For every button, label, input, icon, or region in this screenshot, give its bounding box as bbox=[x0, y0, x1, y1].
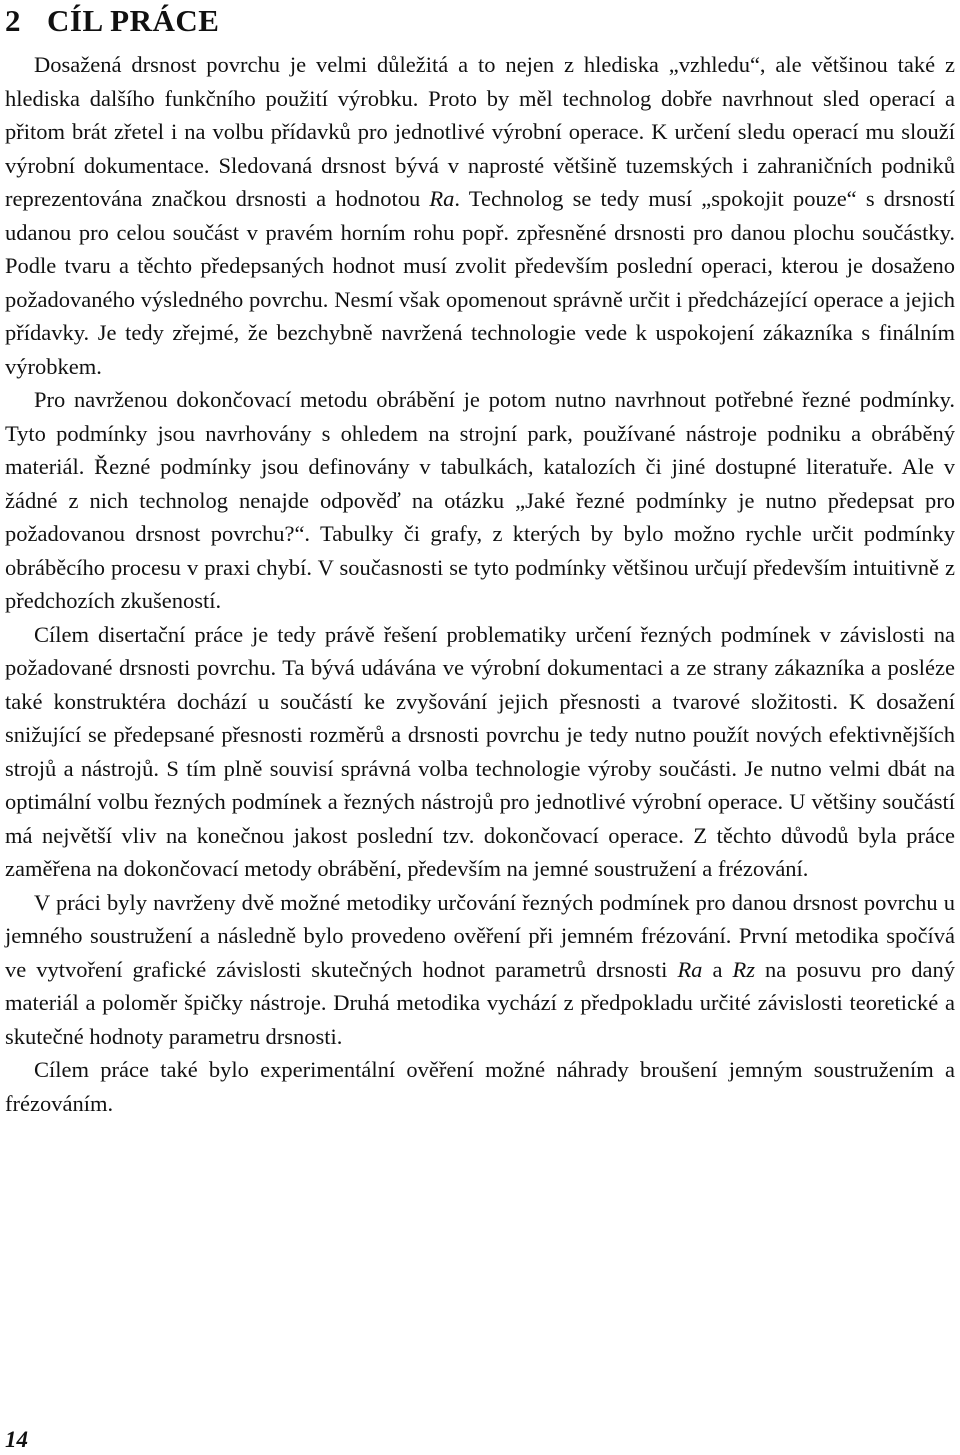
chapter-title: CÍL PRÁCE bbox=[47, 3, 220, 38]
paragraph bbox=[5, 886, 955, 1054]
text-run: a bbox=[702, 956, 733, 982]
text-run: na posuvu pro daný materiál a poloměr špičky nástroje. Druhá metodika vychází z předpokladu určité závislosti teoretické a skutečné hodnoty parametru drsnosti. bbox=[5, 956, 955, 1049]
chapter-number: 2 bbox=[5, 3, 21, 38]
text-run: Dosažená drsnost povrchu je velmi důležitá a to nejen z hlediska „vzhledu“, ale většinou také z hlediska dalšího funkčního použití výrobku. Proto by měl technolog dobře navrhnout sled operací a přitom brát zřetel i na volbu přídavků pro jednotlivé výrobní operace. K určení sledu operací mu slouží výrobní dokumentace. Sledovaná drsnost bývá v naprosté většině tuzemských i zahraničních podniků reprezentována značkou drsnosti a hodnotou bbox=[5, 52, 955, 211]
text-run: Pro navrženou dokončovací metodu obrábění je potom nutno navrhnout potřebné řezné podmínky. Tyto podmínky jsou navrhovány s ohledem na strojní park, používané nástroje podniku a obráběný materiál. Řezné podmínky jsou definovány v tabulkách, katalozích či jiné dostupné literatuře. Ale v žádné z nich technolog nenajde odpověď na otázku „Jaké řezné podmínky je nutno předepsat pro požadovanou drsnost povrchu?“. Tabulky či grafy, z kterých by bylo možno rychle určit podmínky obráběcího procesu v praxi chybí. V současnosti se tyto podmínky většinou určují především intuitivně z předchozích zkušeností. bbox=[5, 387, 955, 613]
italic-symbol: Ra bbox=[429, 186, 455, 211]
italic-symbol: Rz bbox=[732, 956, 755, 982]
chapter-heading bbox=[5, 0, 955, 38]
text-run: . Technolog se tedy musí „spokojit pouze“ s drsností udanou pro celou součást v pravém horním rohu popř. zpřesněné drsnosti pro danou plochu součástky. Podle tvaru a těchto předepsaných hodnot musí zvolit především poslední operaci, kterou je dosaženo požadovaného výsledného povrchu. Nesmí však opomenout správně určit i předcházející operace a jejich přídavky. Je tedy zřejmé, že bezchybně navržená technologie vede k uspokojení zákazníka s finálním výrobkem. bbox=[5, 186, 955, 379]
paragraph bbox=[5, 1053, 955, 1120]
page-number: 14 bbox=[5, 1427, 28, 1452]
document-page bbox=[5, 0, 955, 1120]
paragraph bbox=[5, 383, 955, 618]
paragraph bbox=[5, 48, 955, 383]
text-run: V práci byly navrženy dvě možné metodiky určování řezných podmínek pro danou drsnost povrchu u jemného soustružení a následně bylo provedeno ověření při jemném frézování. První metodika spočívá ve vytvoření grafické závislosti skutečných hodnot parametrů drsnosti bbox=[5, 889, 955, 982]
text-run: Cílem disertační práce je tedy právě řešení problematiky určení řezných podmínek v závislosti na požadované drsnosti povrchu. Ta bývá udávána ve výrobní dokumentaci a ze strany zákazníka a posléze také konstruktéra dochází u součástí ke zvyšování jejich přesnosti a tvarové složitosti. K dosažení snižující se předepsané přesnosti rozměrů a drsnosti povrchu je tedy nutno použít nových efektivnějších strojů a nástrojů. S tím plně souvisí správná volba technologie výroby součásti. Je nutno velmi dbát na optimální volbu řezných podmínek a řezných nástrojů pro jednotlivé výrobní operace. U většiny součástí má největší vliv na konečnou jakost poslední tzv. dokončovací operace. Z těchto důvodů byla práce zaměřena na dokončovací metody obrábění, především na jemné soustružení a frézování. bbox=[5, 621, 955, 881]
text-run: Cílem práce také bylo experimentální ověření možné náhrady broušení jemným soustružením a frézováním. bbox=[5, 1057, 955, 1116]
italic-symbol: Ra bbox=[677, 956, 703, 982]
paragraph bbox=[5, 618, 955, 886]
chapter-body bbox=[5, 48, 955, 1120]
